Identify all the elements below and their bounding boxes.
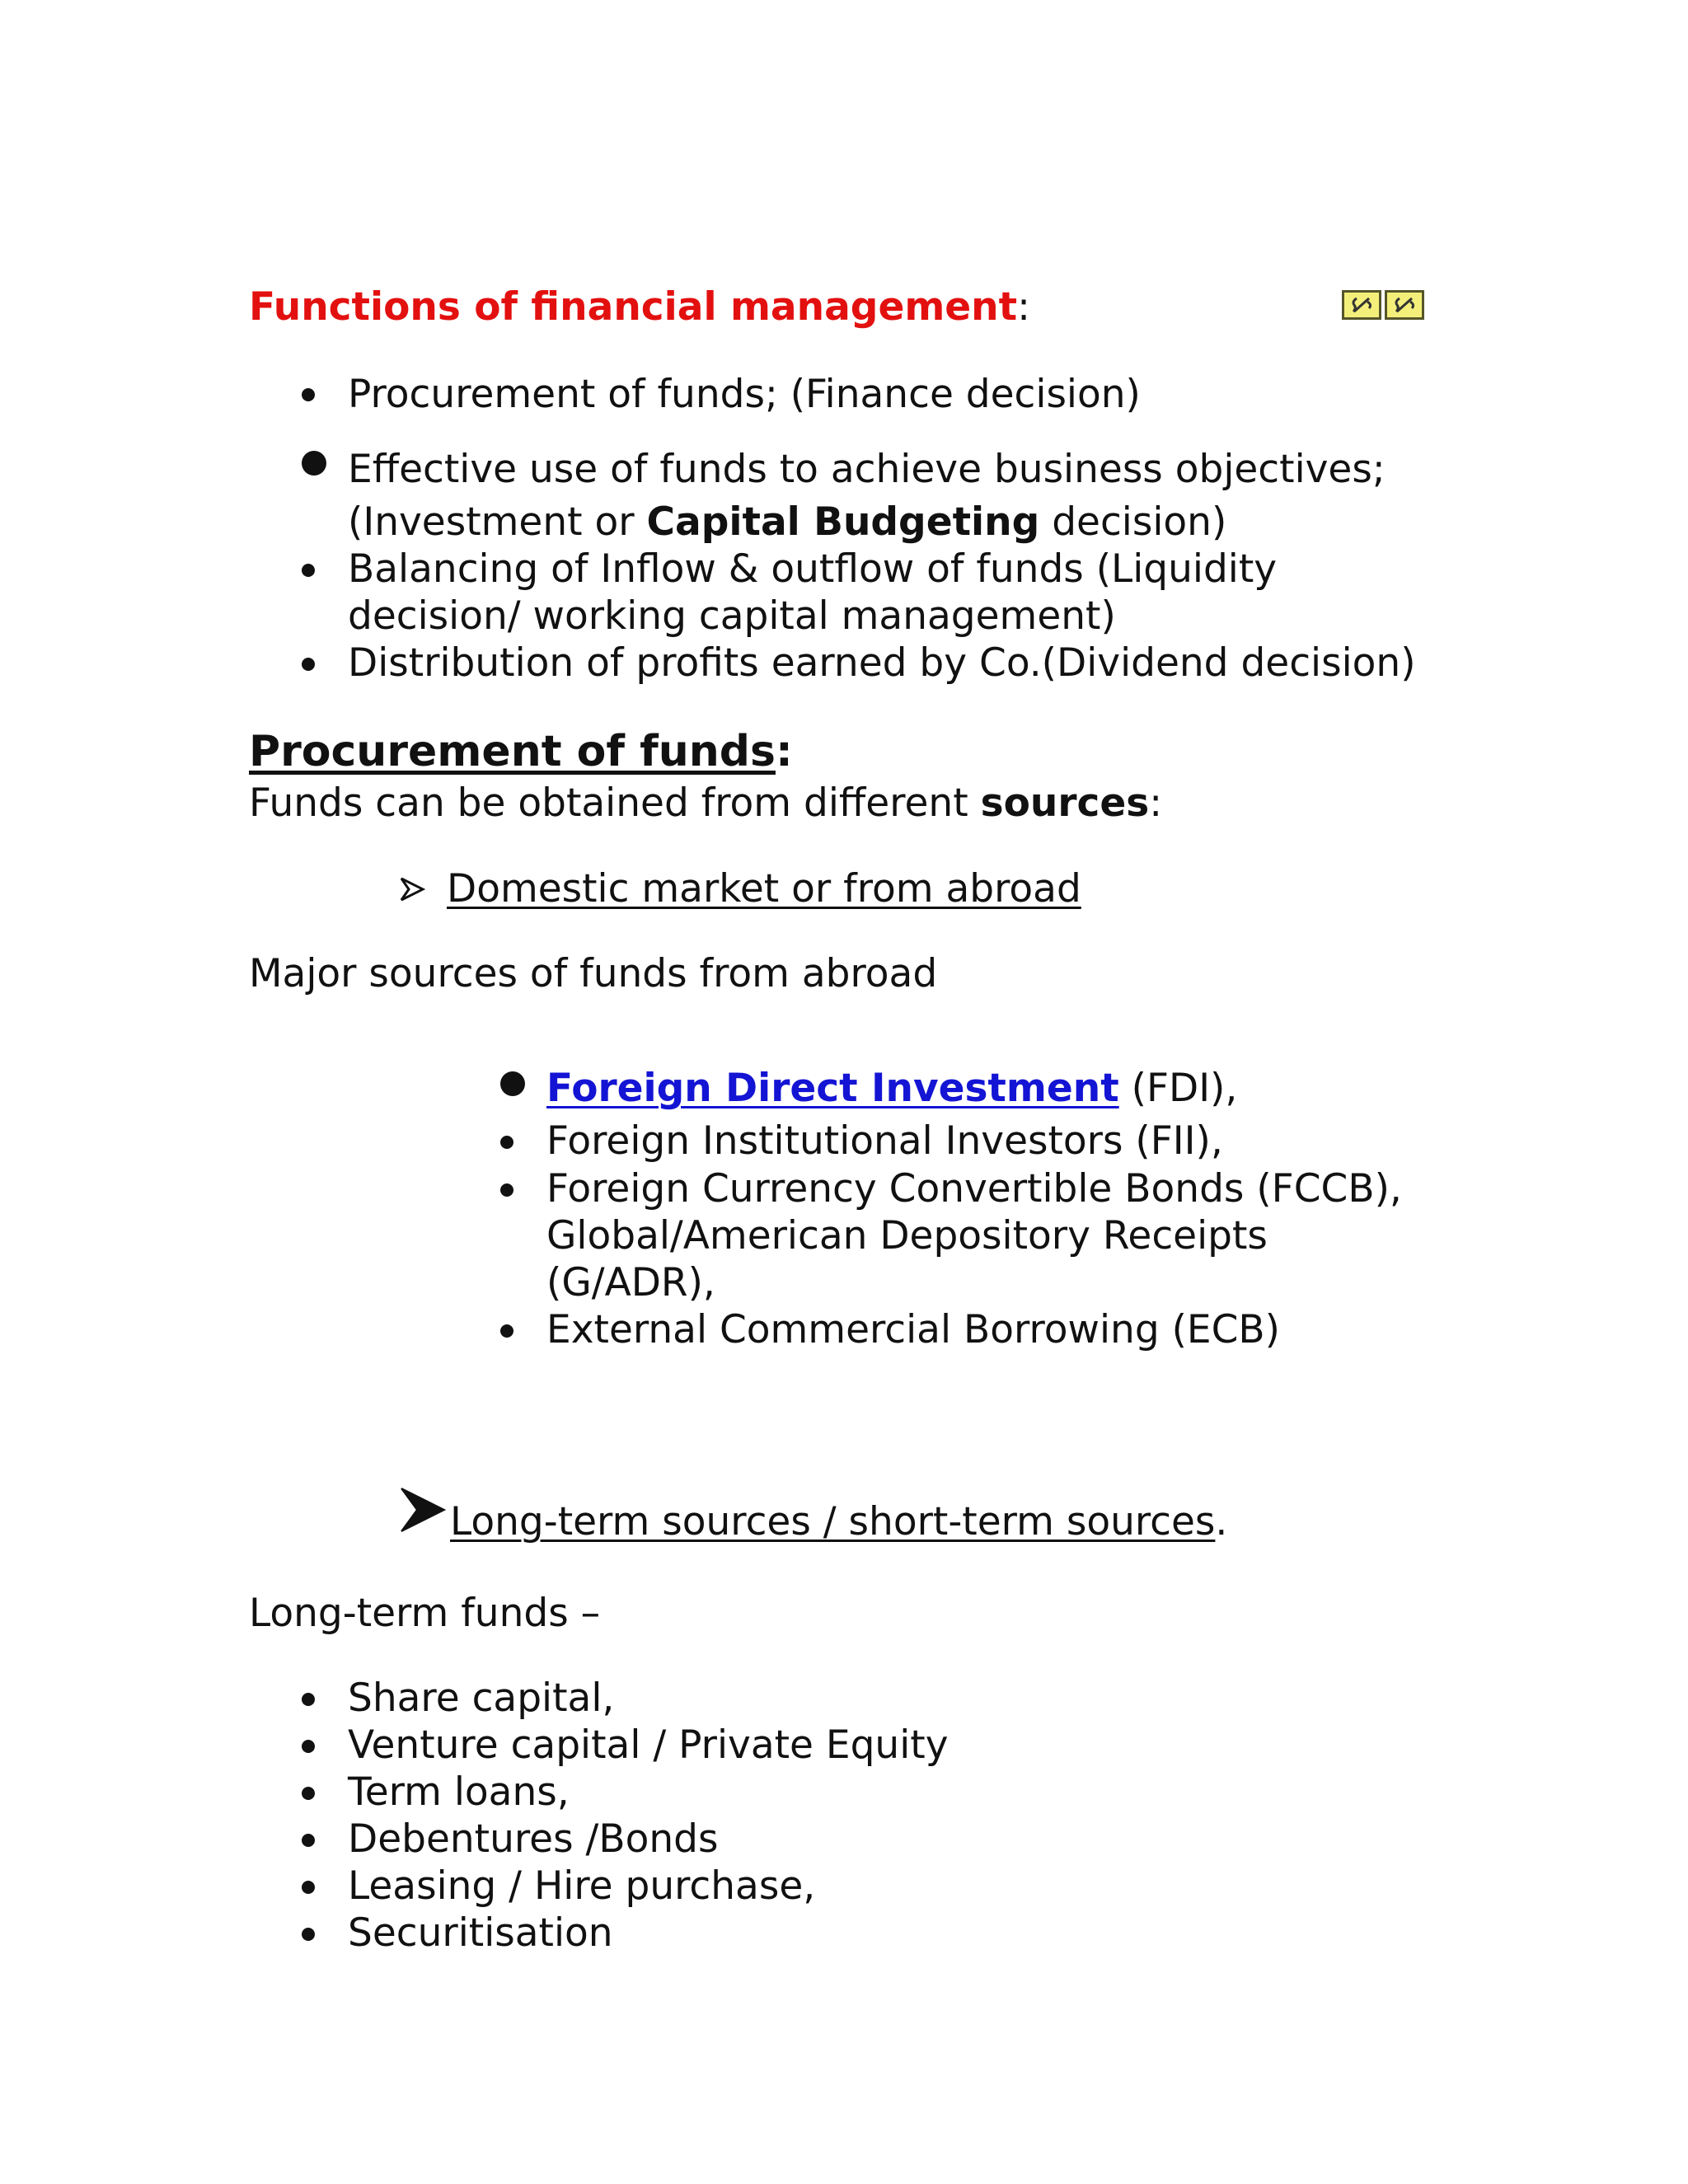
bullet-icon [500, 1324, 513, 1338]
list-item: Securitisation [348, 1910, 613, 1956]
longterm-label: Long-term funds – [249, 1591, 601, 1636]
next-page-icon[interactable] [1385, 290, 1424, 320]
list-item: Procurement of funds; (Finance decision) [348, 372, 1141, 417]
bullet-icon [302, 1881, 315, 1894]
bullet-icon [500, 1183, 513, 1197]
bullet-icon [500, 1136, 513, 1149]
list-item-continuation: (G/ADR), [546, 1260, 715, 1305]
bullet-icon [302, 1740, 315, 1753]
bullet-icon [302, 451, 326, 476]
bullet-icon [302, 388, 315, 401]
bullet-icon [302, 658, 315, 671]
list-item: Balancing of Inflow & outflow of funds (Liquidity [348, 546, 1278, 592]
list-item: Foreign Direct Investment (FDI), [546, 1066, 1238, 1111]
list-item: Debentures /Bonds [348, 1816, 719, 1862]
bullet-icon [302, 564, 315, 577]
intro-text: Funds can be obtained from different sources: [249, 780, 1163, 826]
list-item: Venture capital / Private Equity [348, 1722, 949, 1768]
bullet-icon [302, 1928, 315, 1941]
bullet-icon [302, 1693, 315, 1706]
title-colon: : [1017, 284, 1030, 330]
list-item-continuation: (Investment or Capital Budgeting decision) [348, 499, 1227, 545]
title-text: Functions of financial management [249, 284, 1018, 330]
prev-page-icon[interactable] [1342, 290, 1381, 320]
abroad-label: Major sources of funds from abroad [249, 951, 938, 996]
list-item: External Commercial Borrowing (ECB) [546, 1307, 1281, 1352]
list-item: Share capital, [348, 1675, 615, 1721]
arrow-item-longterm: Long-term sources / short-term sources. [450, 1499, 1228, 1544]
list-item: Effective use of funds to achieve business objectives; [348, 447, 1386, 492]
list-item: Distribution of profits earned by Co.(Dividend decision) [348, 640, 1416, 686]
heading-text: Procurement of funds [249, 727, 776, 776]
section-heading: Procurement of funds: [249, 727, 793, 776]
bullet-icon [500, 1071, 525, 1096]
fdi-link[interactable]: Foreign Direct Investment [546, 1066, 1119, 1111]
page-nav [1342, 290, 1424, 320]
bullet-icon [302, 1834, 315, 1847]
arrow-bullet-icon [399, 1486, 447, 1534]
arrow-item-domestic: Domestic market or from abroad [447, 866, 1081, 912]
list-item: Term loans, [348, 1769, 570, 1815]
bullet-icon [302, 1787, 315, 1800]
list-item-continuation: Global/American Depository Receipts [546, 1213, 1268, 1258]
list-item: Foreign Institutional Investors (FII), [546, 1118, 1223, 1164]
list-item-continuation: decision/ working capital management) [348, 593, 1116, 639]
section-title [249, 284, 1030, 331]
list-item: Leasing / Hire purchase, [348, 1863, 816, 1909]
arrow-bullet-icon [399, 876, 425, 902]
list-item: Foreign Currency Convertible Bonds (FCCB), [546, 1166, 1402, 1212]
